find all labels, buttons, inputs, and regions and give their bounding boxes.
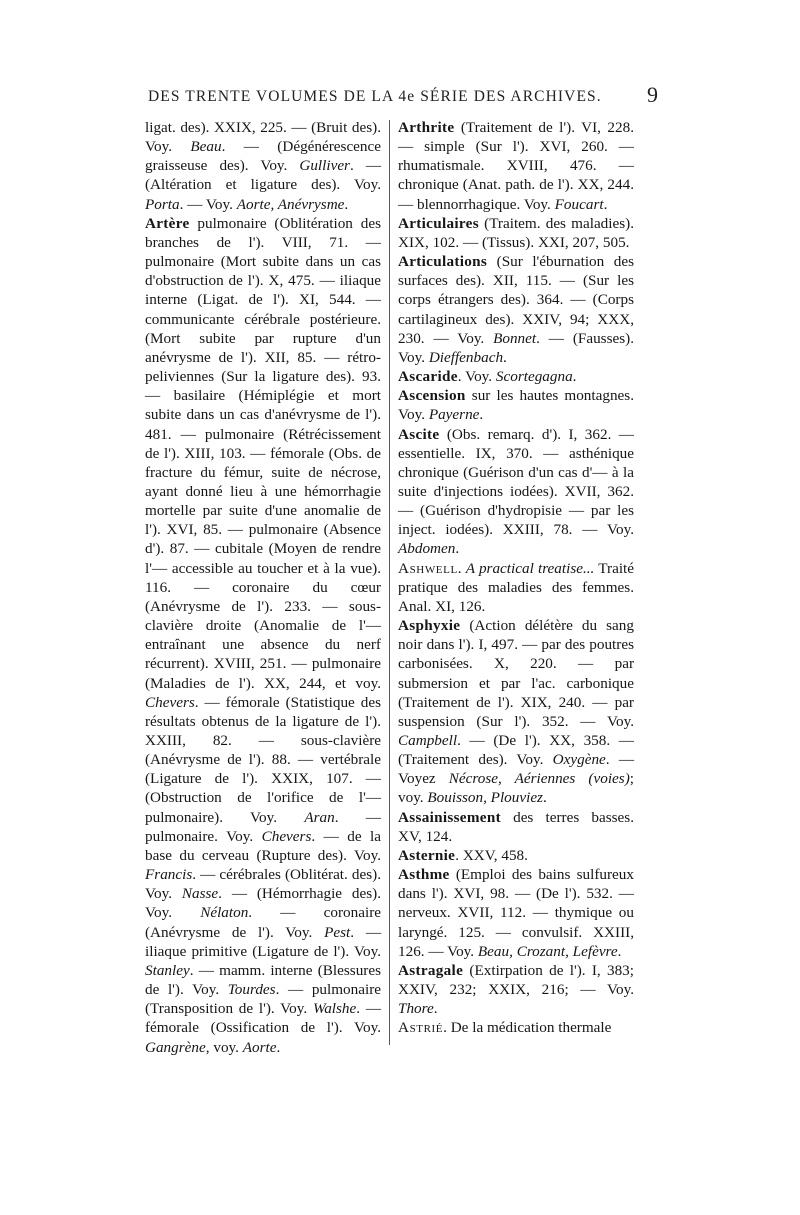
author-name: Ashwell xyxy=(398,559,458,577)
entry-text: . xyxy=(433,1000,438,1018)
cross-reference: Scortegagna xyxy=(495,368,573,386)
cross-reference: Chevers xyxy=(145,693,195,711)
entry-text: . xyxy=(572,368,577,386)
entry-text: . — iliaque primitive (Ligature de l'). Voy. xyxy=(145,923,381,960)
entry-headword: Arthrite xyxy=(398,119,455,136)
cross-reference: Bonnet xyxy=(493,329,537,347)
entry-text: (Action délétère du sang noir dans l'). I, 497. — par des poutres carbonisées. X, 220. — par submersion et par l'ac. carbonique (Traitement de l'). XIX, 240. — par suspension (Sur l'). 352. — Voy. xyxy=(398,617,634,730)
cross-reference: Walshe xyxy=(312,1000,357,1018)
entry-headword: Assainissement xyxy=(398,808,501,826)
index-entry xyxy=(398,961,634,1018)
entry-text: des terres basses. XV, 124. xyxy=(398,808,634,845)
entry-headword: Ascension xyxy=(398,387,466,405)
entry-text: . XXV, 458. xyxy=(455,846,528,864)
cross-reference: Foucart xyxy=(554,195,604,213)
entry-text: (Emploi des bains sulfureux dans l'). XVI, 98. — (De l'). 532. — nerveux. XVII, 112. — thymique ou laryngé. 125. — convulsif. XXIII, 126. — Voy. xyxy=(398,866,634,960)
index-entry xyxy=(398,386,634,424)
cross-reference: Gangrène xyxy=(145,1038,206,1056)
entry-text: ; voy. xyxy=(398,770,634,807)
entry-headword: Astragale xyxy=(398,961,464,979)
entry-headword: Asthme xyxy=(398,866,450,884)
cross-reference: Porta xyxy=(145,195,180,213)
cross-reference: Campbell xyxy=(398,732,458,749)
cross-reference: Tourdes xyxy=(227,981,276,999)
entry-headword: Articulations xyxy=(398,253,488,271)
entry-text: , voy. xyxy=(205,1038,243,1056)
index-entry xyxy=(398,808,634,846)
entry-headword: Ascite xyxy=(398,425,440,443)
cross-reference: Nécrose, Aériennes (voies) xyxy=(448,770,630,788)
index-entry xyxy=(398,616,634,808)
cross-reference: Abdomen xyxy=(398,540,456,558)
index-entry xyxy=(398,425,634,559)
index-entry xyxy=(398,214,634,252)
entry-text: (Obs. remarq. d'). I, 362. — essentielle. IX, 370. — asthénique chronique (Guérison d'un cas d'— à la suite d'injections iodées). XVII, 362. — (Guérison d'hydropisie — par les inject. iodées). XXIII, 78. — Voy. xyxy=(398,425,634,539)
index-entry xyxy=(145,118,381,214)
entry-text: . — (Fausses). Voy. xyxy=(398,329,634,366)
entry-text: . — pulmonaire (Transposition de l'). Voy. xyxy=(145,981,381,1018)
entry-text: (Traitem. des maladies). XIX, 102. — (Tissus). XXI, 207, 505. xyxy=(398,214,634,251)
entry-headword: Articulaires xyxy=(398,214,479,232)
cross-reference: Aorte, Anévrysme xyxy=(236,195,345,213)
entry-text: . — cérébrales (Oblitérat. des). Voy. xyxy=(145,866,381,903)
entry-text: . — fémorale (Statistique des résultats obtenus de la ligature de l'). XXIII, 82. — sous-clavière (Anévrysme de l'). 88. — vertébrale (Ligature de l'). XXIX, 107. — (Obstruction de l'orifice de l'— pulmonaire). Voy. xyxy=(145,693,381,826)
entry-text: . De la médication thermale xyxy=(443,1019,612,1037)
entry-text: (Sur l'éburnation des surfaces des). XII, 115. — (Sur les corps étrangers des). 364. — (Corps cartilagineux des). XXIV, 94; XXX, 230. — Voy. xyxy=(398,253,634,347)
entry-text: . xyxy=(344,195,349,213)
cross-reference: Pest xyxy=(324,923,351,941)
cross-reference: Francis xyxy=(145,866,193,884)
cross-reference: Gulliver xyxy=(299,157,350,175)
entry-headword: Asternie xyxy=(398,846,456,864)
cross-reference: Beau xyxy=(190,138,222,156)
index-entry xyxy=(398,559,634,616)
cross-reference: Stanley xyxy=(145,961,190,979)
left-column xyxy=(145,118,381,1057)
entry-text: . xyxy=(603,195,608,213)
entry-text: . xyxy=(542,789,547,807)
cross-reference: Bouisson, Plouviez xyxy=(427,789,543,807)
cross-reference: Beau, Crozant, Lefèvre xyxy=(477,942,618,960)
index-entry xyxy=(398,118,634,214)
entry-text: . — Voyez xyxy=(398,751,635,788)
index-entry xyxy=(398,846,634,865)
column-divider xyxy=(389,120,390,1045)
page-number: 9 xyxy=(647,82,658,107)
cross-reference: Nélaton xyxy=(200,904,249,922)
cross-reference: Oxygène xyxy=(552,751,606,769)
entry-text: pulmonaire (Oblitération des branches de l'). VIII, 71. — pulmonaire (Mort subite dans un cas d'obstruction de l'). X, 475. — iliaque interne (Ligat. de l'). XI, 544. — communicante cérébrale postérieure. (Mort subite par rupture d'un anévrysme de l'). XII, 85. — rétro-peliviennes (Sur la ligature des). 93. — basilaire (Hémiplégie et mort subite dans un cas d'anévrysme de l'). 481. — pulmonaire (Rétrécissement de l'). XIII, 103. — fémorale (Obs. de fracture du fémur, suite de nécrose, ayant donné lieu à une hémorrhagie mortelle par suite d'une anomalie de l'). XVI, 85. — pulmonaire (Absence d'). 87. — cubitale (Moyen de rendre l'— accessible au toucher et à la vue). 116. — coronaire du cœur (Anévrysme de l'). 233. — sous-clavière droite (Anomalie de l'— entraînant une absence du nerf récurrent). XVIII, 251. — pulmonaire (Maladies de l'). XX, 244, et voy. xyxy=(145,214,381,692)
cross-reference: Aorte xyxy=(242,1038,277,1056)
entry-text: . — fémorale (Ossification de l'). Voy. xyxy=(145,1000,381,1037)
cross-reference: Dieffenbach xyxy=(428,348,504,366)
cross-reference: A practical treatise... xyxy=(465,559,595,577)
entry-text: . xyxy=(479,406,484,424)
entry-headword: Asphyxie xyxy=(398,617,461,635)
entry-text: . — (Altération et ligature des). Voy. xyxy=(145,157,382,194)
entry-text: sur les hautes montagnes. Voy. xyxy=(398,387,634,424)
entry-text: (Extirpation de l'). I, 383; XXIV, 232; XXIX, 216; — Voy. xyxy=(398,961,634,999)
entry-text: . xyxy=(455,540,460,558)
cross-reference: Nasse xyxy=(181,885,219,903)
right-column xyxy=(398,118,634,1038)
entry-text: . — (Hémorrhagie des). Voy. xyxy=(145,885,381,922)
index-entry xyxy=(398,865,634,961)
entry-text: . xyxy=(457,559,466,577)
running-title: DES TRENTE VOLUMES DE LA 4e SÉRIE DES ARCHIVES. xyxy=(148,88,602,105)
entry-headword: Artère xyxy=(145,214,190,232)
entry-text: . — (Dégénérescence graisseuse des). Voy. xyxy=(145,138,381,175)
entry-text: . xyxy=(617,942,622,960)
entry-text: . xyxy=(503,348,507,366)
author-name: Astrié xyxy=(398,1019,444,1037)
index-entry xyxy=(398,1018,634,1037)
index-entry xyxy=(398,367,634,386)
running-header xyxy=(148,82,658,110)
index-entry xyxy=(145,214,381,1057)
cross-reference: Payerne xyxy=(428,406,480,424)
entry-text: . — (De l'). XX, 358. — (Traitement des). Voy. xyxy=(398,732,634,769)
entry-text: . — Voy. xyxy=(179,195,237,213)
entry-text: Traité pratique des maladies des femmes. Anal. XI, 126. xyxy=(398,559,634,615)
entry-text: . — coronaire (Anévrysme de l'). Voy. xyxy=(145,904,381,941)
entry-text: . Voy. xyxy=(457,368,496,386)
cross-reference: Thore xyxy=(398,1000,434,1018)
entry-text: . — pulmonaire. Voy. xyxy=(145,808,381,845)
entry-headword: Ascaride xyxy=(398,368,458,386)
index-entry xyxy=(398,252,634,367)
entry-text: (Traitement de l'). VI, 228. — simple (Sur l'). XVI, 260. — rhumatismale. XVIII, 476. — chronique (Anat. path. de l'). XX, 244. — blennorrhagique. Voy. xyxy=(398,119,634,213)
cross-reference: Aran xyxy=(304,808,335,826)
cross-reference: Chevers xyxy=(261,827,312,845)
entry-text: . — de la base du cerveau (Rupture des). Voy. xyxy=(145,827,381,864)
entry-text: ligat. des). XXIX, 225. — (Bruit des). Voy. xyxy=(145,119,381,156)
entry-text: . — mamm. interne (Blessures de l'). Voy. xyxy=(145,961,381,999)
entry-text: . xyxy=(276,1038,281,1056)
